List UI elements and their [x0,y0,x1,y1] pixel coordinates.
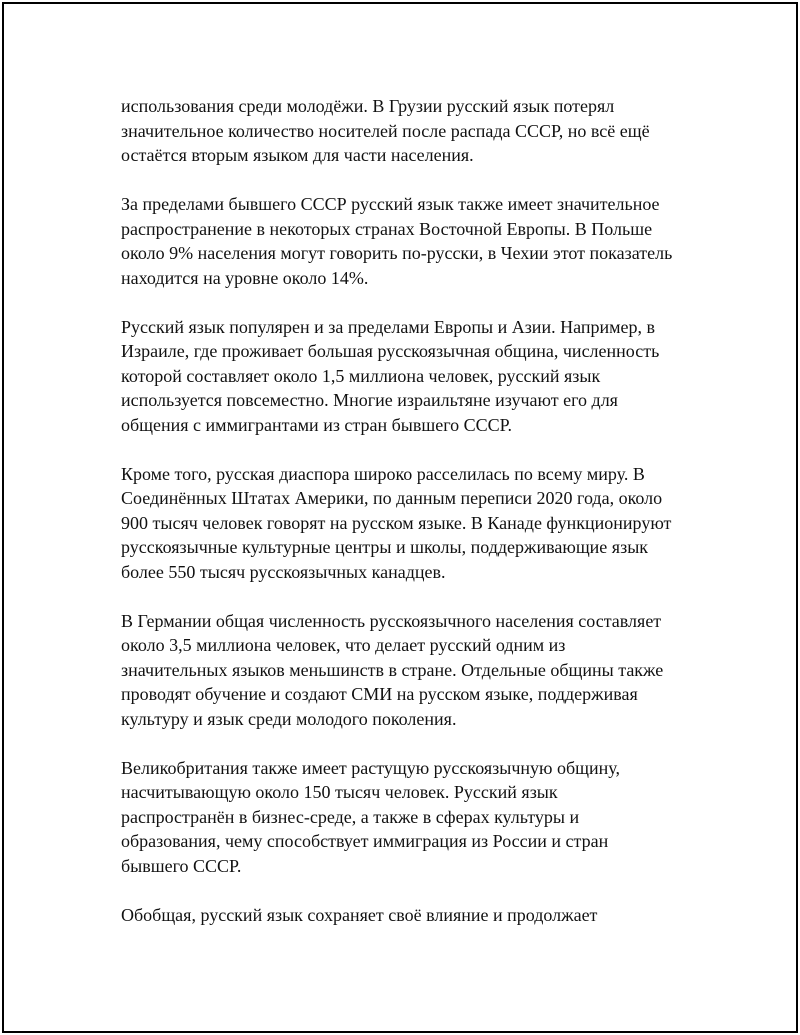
text-line: более 550 тысяч русскоязычных канадцев. [121,561,446,582]
text-line: Великобритания также имеет растущую русскоязычную общину, [121,757,620,778]
text-line: Русский язык популярен и за пределами Европы и Азии. Например, в [121,316,655,337]
text-line: которой составляет около 1,5 миллиона человек, русский язык [121,365,601,386]
text-line: культуру и язык среди молодого поколения. [121,708,457,729]
text-line: находится на уровне около 14%. [121,267,369,288]
text-line: Обобщая, русский язык сохраняет своё влияние и продолжает [121,904,598,925]
text-line: В Германии общая численность русскоязычного населения составляет [121,610,662,631]
text-line: насчитывающую около 150 тысяч человек. Русский язык [121,782,558,802]
paragraph-2 [121,192,721,290]
text-line: около 3,5 миллиона человек, что делает русский одним из [121,635,566,655]
document-body [121,94,721,952]
text-line: общения с иммигрантами из стран бывшего СССР. [121,414,512,435]
paragraph-4 [121,462,721,585]
text-line: используется повсеместно. Многие израильтяне изучают его для [121,390,618,410]
text-line: значительное количество носителей после распада СССР, но всё ещё [121,120,650,141]
paragraph-1 [121,94,721,168]
text-line: распространение в некоторых странах Восточной Европы. В Польше [121,218,653,239]
text-line: 900 тысяч человек говорят на русском языке. В Канаде функционируют [121,512,672,533]
text-line: Израиле, где проживает большая русскоязычная община, численность [121,341,660,361]
text-line: За пределами бывшего СССР русский язык также имеет значительное [121,194,660,214]
paragraph-7 [121,903,721,928]
document-page [2,2,798,1033]
text-line: бывшего СССР. [121,855,242,876]
paragraph-5 [121,609,721,732]
paragraph-3 [121,315,721,438]
text-line: значительных языков меньшинств в стране. Отдельные общины также [121,659,664,680]
paragraph-6 [121,756,721,879]
text-line: образования, чему способствует иммиграция из России и стран [121,831,609,851]
text-line: использования среди молодёжи. В Грузии русский язык потерял [121,96,615,116]
text-line: Кроме того, русская диаспора широко расселилась по всему миру. В [121,463,645,484]
text-line: остаётся вторым языком для части населения. [121,145,474,165]
text-line: распространён в бизнес-среде, а также в сферах культуры и [121,806,580,827]
text-line: около 9% населения могут говорить по-русски, в Чехии этот показатель [121,243,673,263]
text-line: Соединённых Штатах Америки, по данным переписи 2020 года, около [121,488,663,508]
text-line: русскоязычные культурные центры и школы, поддерживающие язык [121,537,649,557]
text-line: проводят обучение и создают СМИ на русском языке, поддерживая [121,684,638,704]
